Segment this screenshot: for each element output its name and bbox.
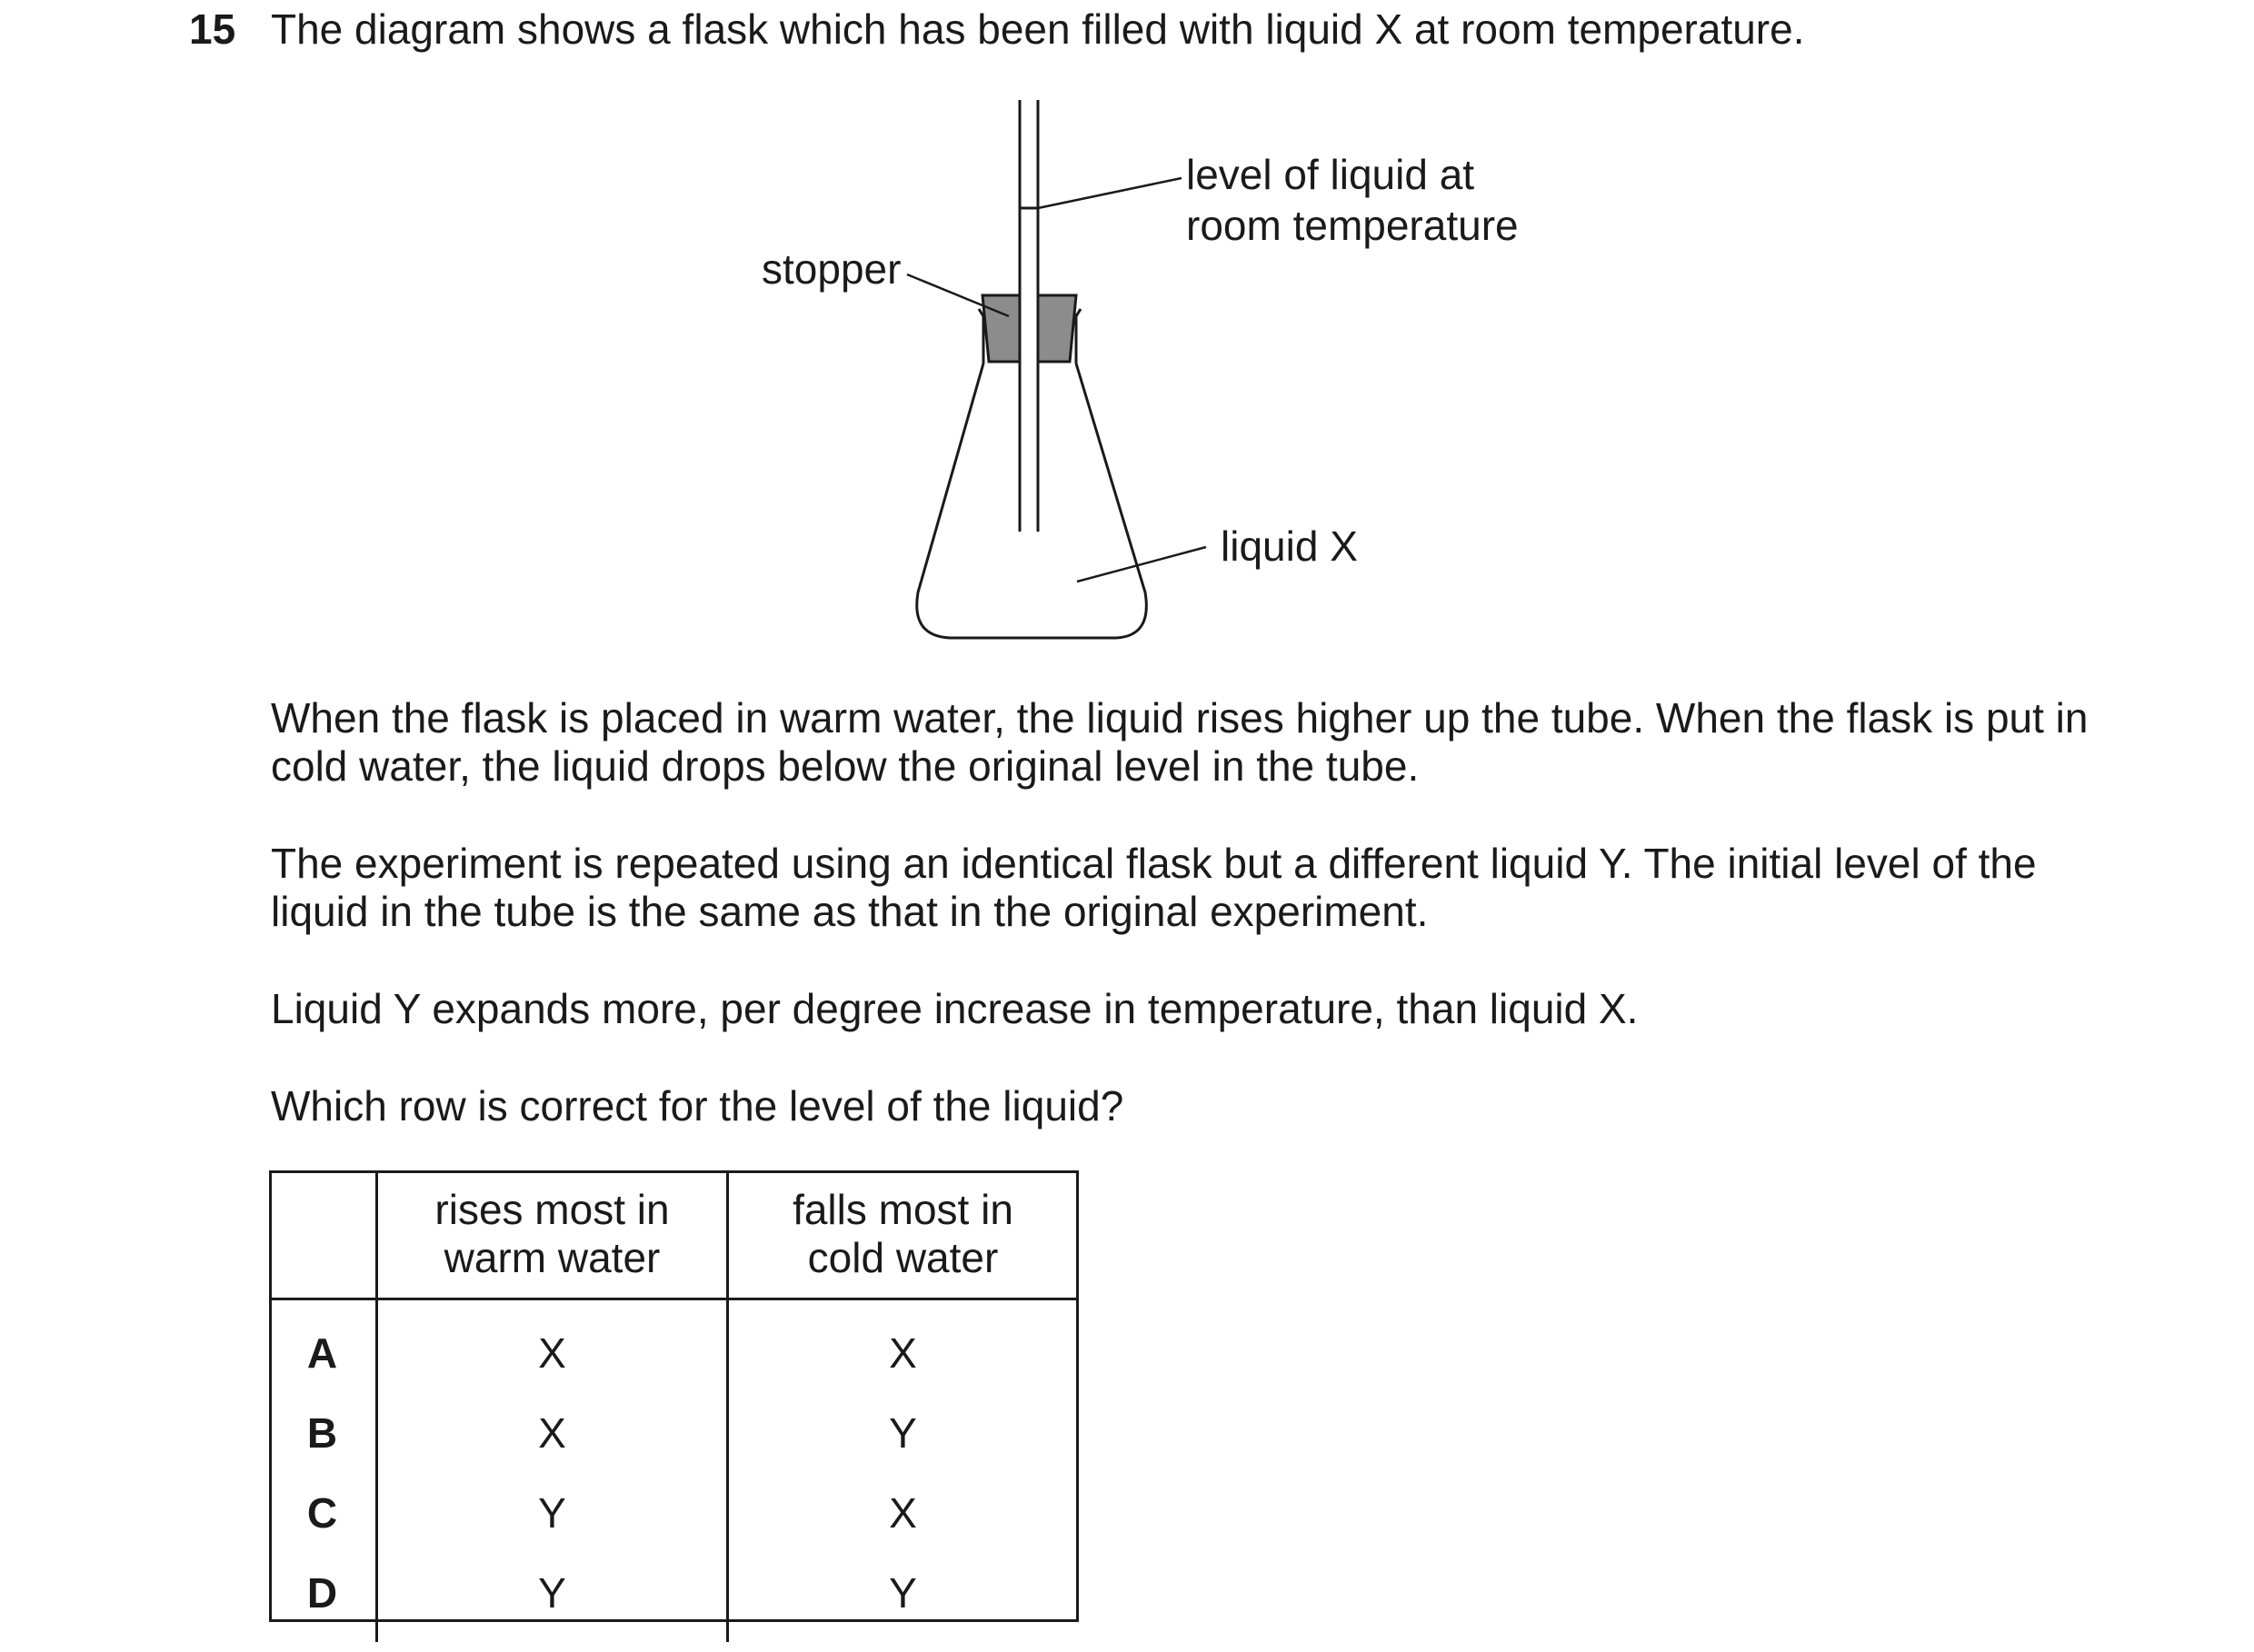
header-falls-line2: cold water [807,1234,999,1281]
label-liquid: liquid X [1221,522,1358,570]
row-warm: X [377,1393,728,1473]
header-blank [269,1170,377,1299]
answer-table [269,1170,1077,1642]
label-stopper: stopper [762,245,902,293]
tube [1020,100,1038,532]
row-warm: Y [377,1473,728,1553]
row-letter: D [269,1553,377,1642]
row-cold: X [889,1489,917,1537]
label-level-line2: room temperature [1186,202,1519,249]
row-warm: Y [377,1553,728,1642]
row-letter: B [269,1393,377,1473]
flask-diagram [0,0,2254,691]
question-stem: The diagram shows a flask which has been filled with liquid X at room temperature. [271,5,1805,53]
label-level-line1: level of liquid at [1186,151,1475,198]
paragraph-2: The experiment is repeated using an identical flask but a different liquid Y. The initial level of the liquid in the tube is the same as that in the original experiment. [271,840,2037,935]
question-prompt: Which row is correct for the level of the liquid? [271,1082,1124,1130]
row-letter: C [269,1473,377,1553]
header-falls-line1: falls most in [793,1186,1013,1233]
header-rises [377,1170,728,1299]
question-number: 15 [189,5,236,53]
row-letter: A [269,1299,377,1394]
table-row[interactable] [269,1393,1077,1473]
paragraph-3: Liquid Y expands more, per degree increase in temperature, than liquid X. [271,985,1639,1032]
row-cold: Y [889,1409,917,1457]
paragraph-1: When the flask is placed in warm water, the liquid rises higher up the tube. When the flask is put in cold water, the liquid drops below the original level in the tube. [271,694,2089,790]
header-falls [728,1170,1078,1299]
row-cold: Y [889,1569,917,1617]
table-row[interactable] [269,1553,1077,1642]
table-row[interactable] [269,1473,1077,1553]
table-row[interactable] [269,1299,1077,1394]
row-warm: X [377,1299,728,1394]
row-cold: X [889,1329,917,1377]
header-rises-line2: warm water [444,1234,661,1281]
header-rises-line1: rises most in [434,1186,670,1233]
